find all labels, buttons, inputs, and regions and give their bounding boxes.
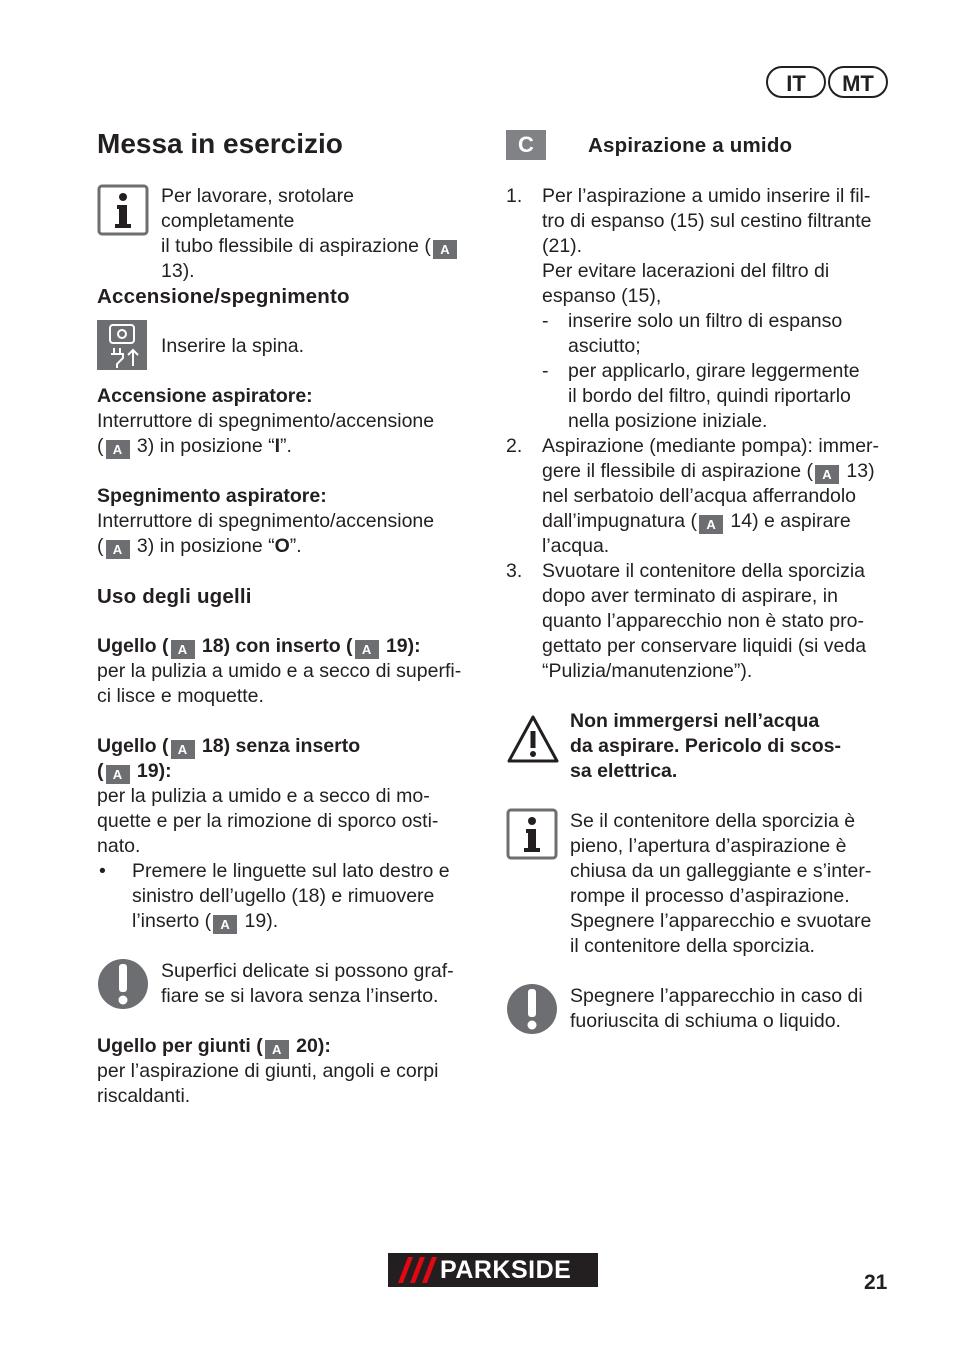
page-number: 21 bbox=[864, 1271, 888, 1294]
section-letter-badge: C bbox=[506, 130, 546, 160]
bullet-item: • Premere le linguette sul lato destro e sinistro dell’ugello (18) e rimuovere l’inserto ( A 19). bbox=[99, 860, 450, 932]
figure-ref-badge: A bbox=[213, 915, 237, 934]
list-item: 2. Aspirazione (mediante pompa): immer- gere il flessibile di aspirazione ( A 13) nel serbatoio dell’acqua afferrandolo dall’impugnatura ( A 14) e aspirare l’acqua. bbox=[506, 435, 880, 557]
exclamation-icon bbox=[506, 981, 558, 1044]
dash-item: - inserire solo un filtro di espanso asciutto; bbox=[542, 310, 843, 357]
danger-text: Non immergersi nell’acqua da aspirare. Pericolo di scos- sa elettrica. bbox=[570, 710, 841, 782]
brand-name: PARKSIDE bbox=[440, 1256, 572, 1284]
figure-ref-badge: A bbox=[815, 465, 839, 484]
figure-ref-badge: A bbox=[106, 440, 130, 459]
nozzle-no-insert-block: Ugello ( A 18) senza inserto ( A 19): per la pulizia a umido e a secco di mo- quette e per la rimozione di sporco osti- nato. • Premere le linguette sul lato destro e sinistro dell’ugello (18) e rimuovere l’inserto ( A 19). bbox=[97, 734, 487, 934]
heading-onoff: Accensione/spegnimento bbox=[97, 285, 350, 308]
info-icon bbox=[97, 184, 149, 243]
page-title: Messa in esercizio bbox=[97, 128, 343, 159]
warning-text-1: Superfici delicate si possono graf- fiare se si lavora senza l’inserto. bbox=[161, 960, 454, 1007]
joint-nozzle-block: Ugello per giunti ( A 20): per l’aspirazione di giunti, angoli e corpi riscaldanti. bbox=[97, 1035, 439, 1107]
warning-triangle-icon bbox=[506, 714, 560, 771]
parkside-logo bbox=[388, 1253, 598, 1287]
switch-off-block: Spegnimento aspiratore: Interruttore di spegnimento/accensione ( A 3) in posizione “O”. bbox=[97, 485, 435, 557]
warning-text-2: Spegnere l’apparecchio in caso di fuoriuscita di schiuma o liquido. bbox=[570, 985, 863, 1032]
exclamation-icon bbox=[97, 956, 149, 1019]
heading-nozzles: Uso degli ugelli bbox=[97, 585, 252, 608]
steps-list bbox=[506, 184, 896, 684]
figure-ref-badge: A bbox=[433, 240, 457, 259]
list-item: 3. Svuotare il contenitore della sporcizia dopo aver terminato di aspirare, in quanto l’apparecchio non è stato pro- gettato per conservare liquidi (si veda “Pulizia/manutenzione”). bbox=[506, 560, 867, 682]
figure-ref-badge: A bbox=[171, 740, 195, 759]
list-item: 1. Per l’aspirazione a umido inserire il fil- tro di espanso (15) sul cestino filtrante (21). Per evitare lacerazioni del filtro di espanso (15), - inserire solo un filtro di espanso asciutto; - per applicarlo, girare leggermente il bordo del filtro, quindi riportarlo nella posizione iniziale. bbox=[506, 184, 896, 434]
info-icon bbox=[506, 808, 558, 867]
plug-text: Inserire la spina. bbox=[161, 335, 305, 357]
lang-tab-it: IT bbox=[766, 66, 826, 98]
figure-ref-badge: A bbox=[106, 540, 130, 559]
info-text-2: Se il contenitore della sporcizia è pieno, l’apertura d’aspirazione è chiusa da un galleggiante e s’inter- rompe il processo d’aspirazione. Spegnere l’apparecchio e svuotare il contenitore della sporcizia. bbox=[570, 810, 872, 957]
figure-ref-badge: A bbox=[171, 640, 195, 659]
nozzle-insert-block: Ugello ( A 18) con inserto ( A 19): per la pulizia a umido e a secco di superfi- ci lisce e moquette. bbox=[97, 635, 462, 707]
heading-wet-suction: Aspirazione a umido bbox=[588, 134, 793, 157]
figure-ref-badge: A bbox=[699, 515, 723, 534]
info-text-1: Per lavorare, srotolare completamente il tubo flessibile di aspirazione ( A 13). bbox=[161, 184, 491, 284]
switch-on-block: Accensione aspiratore: Interruttore di spegnimento/accensione ( A 3) in posizione “I”. bbox=[97, 385, 435, 457]
figure-ref-badge: A bbox=[265, 1040, 289, 1059]
figure-ref-badge: A bbox=[106, 765, 130, 784]
figure-ref-badge: A bbox=[355, 640, 379, 659]
plug-icon bbox=[97, 320, 147, 377]
lang-tab-mt: MT bbox=[828, 66, 888, 98]
dash-item: - per applicarlo, girare leggermente il bordo del filtro, quindi riportarlo nella posizione iniziale. bbox=[542, 360, 860, 432]
